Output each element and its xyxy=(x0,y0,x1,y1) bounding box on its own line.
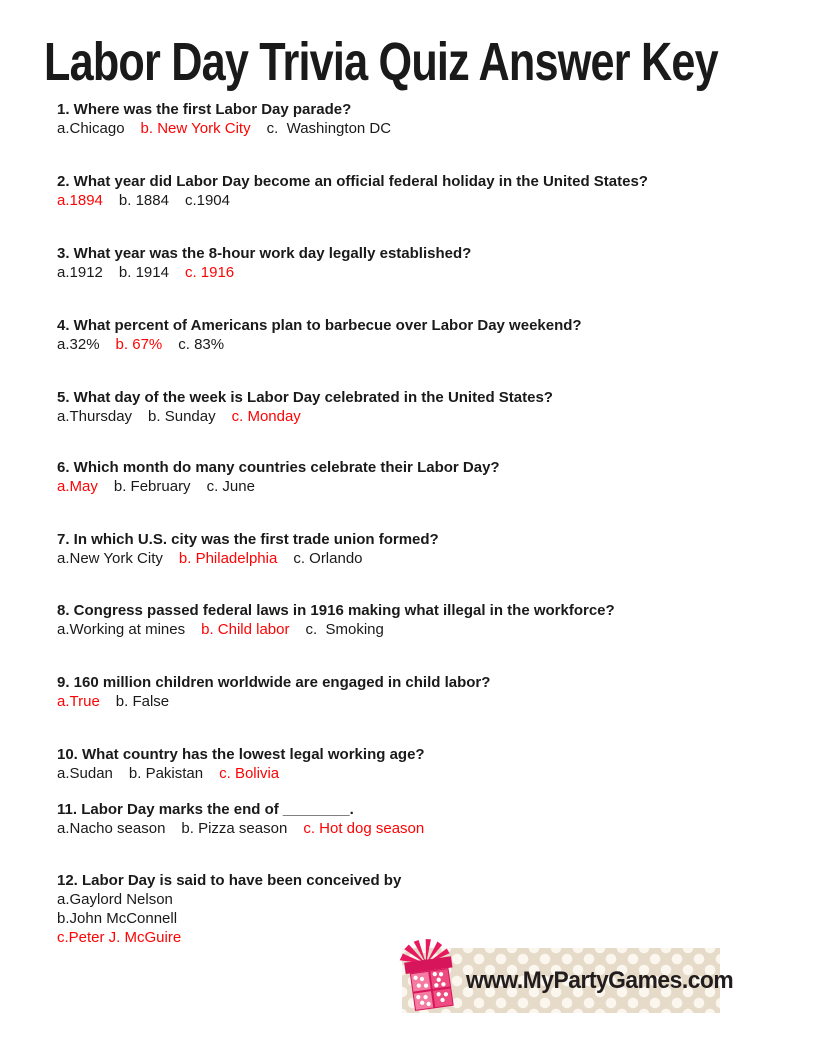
answer-option-correct: c. Monday xyxy=(231,408,301,425)
question-text: 6. Which month do many countries celebrate their Labor Day? xyxy=(57,459,500,476)
answer-option-correct: a.May xyxy=(57,478,98,495)
answer-option-correct: b. Philadelphia xyxy=(178,550,278,567)
answer-option: c.1904 xyxy=(184,192,230,209)
answer-option: a.Chicago xyxy=(57,120,125,137)
question-block xyxy=(57,458,776,496)
answer-option: b. 1914 xyxy=(118,264,169,281)
question-text: 9. 160 million children worldwide are engaged in child labor? xyxy=(57,674,491,691)
question-text: 11. Labor Day marks the end of ________. xyxy=(57,801,354,818)
answer-option: c. June xyxy=(206,478,255,495)
answer-option: c. 83% xyxy=(178,336,225,353)
question-text: 8. Congress passed federal laws in 1916 making what illegal in the workforce? xyxy=(57,602,615,619)
answer-option-correct: c.Peter J. McGuire xyxy=(57,929,182,946)
question-block xyxy=(57,530,776,568)
question-block xyxy=(57,244,776,282)
answer-options xyxy=(57,263,776,282)
answer-option: b. 1884 xyxy=(118,192,169,209)
answer-options xyxy=(57,819,776,838)
question-block xyxy=(57,601,776,639)
page-title xyxy=(44,32,816,92)
answer-option: a.Thursday xyxy=(57,408,133,425)
question-text: 12. Labor Day is said to have been conceived by xyxy=(57,872,402,889)
website-link[interactable]: www.MyPartyGames.com xyxy=(466,966,734,994)
question-block xyxy=(57,388,776,426)
question-text: 5. What day of the week is Labor Day celebrated in the United States? xyxy=(57,389,553,406)
answer-option: b. Pakistan xyxy=(128,765,204,782)
answer-option: c. Orlando xyxy=(293,550,363,567)
answer-option-correct: b. Child labor xyxy=(201,621,290,638)
answer-option: a.Nacho season xyxy=(57,820,166,837)
question-text: 1. Where was the first Labor Day parade? xyxy=(57,101,352,118)
answer-options xyxy=(57,549,776,568)
question-block xyxy=(57,745,776,783)
answer-options xyxy=(57,620,776,639)
answer-option: a.32% xyxy=(57,336,100,353)
answer-option-correct: c. Bolivia xyxy=(219,765,280,782)
question-text: 4. What percent of Americans plan to barbecue over Labor Day weekend? xyxy=(57,317,582,334)
answer-option: c. Washington DC xyxy=(266,120,392,137)
question-text: 7. In which U.S. city was the first trade union formed? xyxy=(57,531,439,548)
answer-option: b.John McConnell xyxy=(57,910,178,927)
answer-option-correct: a.1894 xyxy=(57,192,103,209)
answer-option: a.New York City xyxy=(57,550,163,567)
question-block xyxy=(57,100,776,138)
answer-options xyxy=(57,191,776,210)
question-block xyxy=(57,871,776,947)
answer-option: a.Gaylord Nelson xyxy=(57,891,173,908)
answer-option-correct: c. 1916 xyxy=(184,264,235,281)
answer-options xyxy=(57,335,776,354)
answer-option: b. False xyxy=(115,693,170,710)
question-block xyxy=(57,673,776,711)
answer-option: c. Smoking xyxy=(305,621,384,638)
question-block xyxy=(57,172,776,210)
answer-option-correct: c. Hot dog season xyxy=(303,820,425,837)
question-block xyxy=(57,800,776,838)
question-text: 10. What country has the lowest legal working age? xyxy=(57,746,425,763)
answer-option: a.Sudan xyxy=(57,765,113,782)
answer-options xyxy=(57,119,776,138)
answer-options xyxy=(57,764,776,783)
question-block xyxy=(57,316,776,354)
answer-option-correct: b. 67% xyxy=(115,336,163,353)
question-text: 3. What year was the 8-hour work day legally established? xyxy=(57,245,472,262)
question-text: 2. What year did Labor Day become an official federal holiday in the United States? xyxy=(57,173,648,190)
answer-option: b. Pizza season xyxy=(181,820,288,837)
answer-option: b. February xyxy=(113,478,191,495)
answer-option: b. Sunday xyxy=(148,408,216,425)
page-title-text: Labor Day Trivia Quiz Answer Key xyxy=(44,32,718,92)
answer-options xyxy=(57,692,776,711)
answer-option-correct: b. New York City xyxy=(140,120,251,137)
answer-options xyxy=(57,407,776,426)
answer-option: a.Working at mines xyxy=(57,621,186,638)
answer-options xyxy=(57,477,776,496)
answer-option-correct: a.True xyxy=(57,693,100,710)
gift-icon xyxy=(398,939,460,1015)
answer-option: a.1912 xyxy=(57,264,103,281)
